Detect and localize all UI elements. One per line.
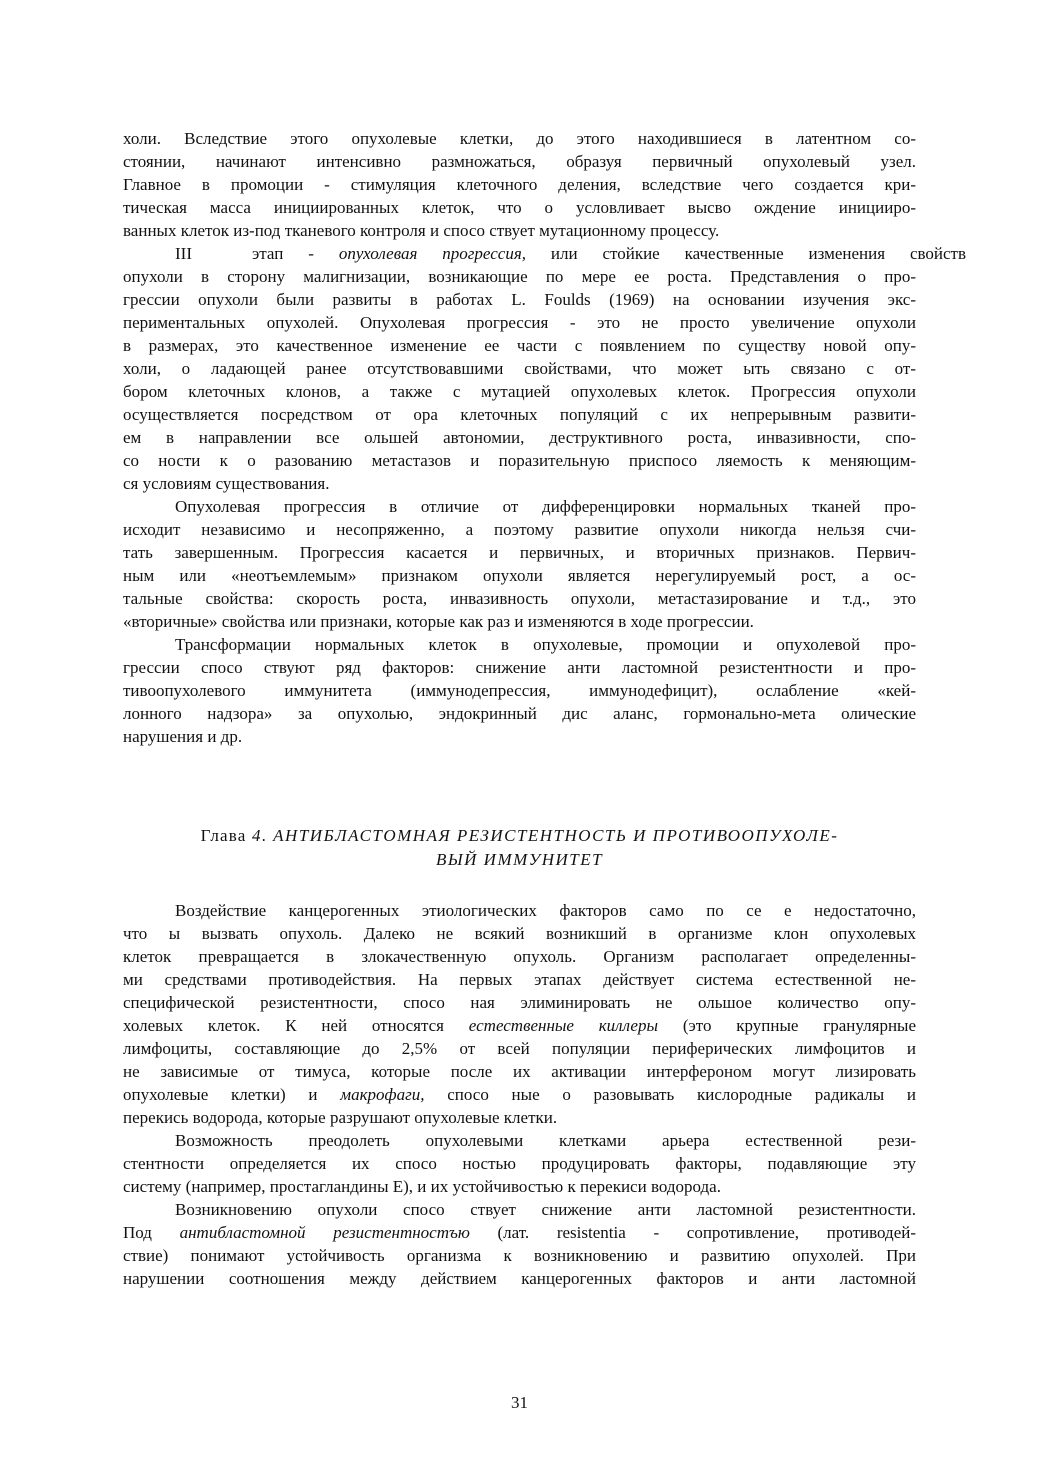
text-line: не зависимые от тимуса, которые после их активации интерфероном могут лизировать: [123, 1062, 916, 1081]
text-line: перекись водорода, которые разрушают опухолевые клетки.: [123, 1108, 558, 1127]
text-line: холи. Вследствие этого опухолевые клетки, до этого находившиеся в латентном со-: [123, 129, 916, 148]
text-span: опухолевые клетки) и: [123, 1085, 318, 1104]
text-line: [123, 1083, 916, 1106]
text-line: специфической резистентности, спосо ная элиминировать не ольшое количество опу-: [123, 993, 916, 1012]
text-line: [123, 1014, 916, 1037]
text-line: Возникновению опухоли спосо ствует снижение анти ластомной резистентности.: [175, 1200, 916, 1219]
chapter-prefix: Глава: [200, 826, 247, 845]
text-span: (лат. resistentia - сопротивление, противодей-: [497, 1223, 917, 1242]
chapter-heading-line-1: [123, 824, 916, 848]
chapter-title: АНТИБЛАСТОМНАЯ РЕЗИСТЕНТНОСТЬ И ПРОТИВООПУХОЛЕ-: [273, 826, 839, 845]
text-line: лонного надзора» за опухолью, эндокринный дис аланс, гормонально-мета олические: [123, 704, 916, 723]
text-line: опухоли в сторону малигнизации, возникающие по мере ее роста. Представления о про-: [123, 267, 916, 286]
text-line: «вторичные» свойства или признаки, которые как раз и изменяются в ходе прогрессии.: [123, 612, 754, 631]
text-line: ствие) понимают устойчивость организма к возникновению и развитию опухолей. При: [123, 1246, 916, 1265]
text-line: грессии спосо ствуют ряд факторов: снижение анти ластомной резистентности и про-: [123, 658, 916, 677]
text-line: Главное в промоции - стимуляция клеточного деления, вследствие чего создается кри-: [123, 175, 916, 194]
text-line: ся условиям существования.: [123, 474, 330, 493]
text-line: Опухолевая прогрессия в отличие от дифференцировки нормальных тканей про-: [175, 497, 916, 516]
top-section: [123, 127, 967, 748]
text-line: осуществляется посредством от ора клеточных популяций с их непрерывным развити-: [123, 405, 916, 424]
chapter-title-continued: ВЫЙ ИММУНИТЕТ: [435, 850, 604, 869]
text-line: Трансформации нормальных клеток в опухолевые, промоции и опухолевой про-: [175, 635, 916, 654]
paragraph-promotion-end: [123, 127, 916, 242]
stage-label: этап -: [251, 244, 314, 263]
text-span: спосо ные о разовывать кислородные радикалы и: [447, 1085, 916, 1104]
text-line: в размерах, это качественное изменение ее части с появлением по существу новой опу-: [123, 336, 916, 355]
term-macrophages: макрофаги,: [340, 1085, 425, 1104]
text-line: периментальных опухолей. Опухолевая прогрессия - это не просто увеличение опухоли: [123, 313, 916, 332]
chapter-heading: [123, 824, 916, 872]
text-line: ем в направлении все ольшей автономии, деструктивного роста, инвазивности, спо-: [123, 428, 916, 447]
text-span: холевых клеток. К ней относятся: [123, 1016, 444, 1035]
text-line: Воздействие канцерогенных этиологических факторов само по се е недостаточно,: [175, 901, 916, 920]
paragraph-antiblastoma-resistance: [123, 1198, 916, 1290]
paragraph-progression: [123, 495, 916, 633]
text-span: или стойкие качественные изменения свойств: [550, 244, 967, 263]
text-line: холи, о ладающей ранее отсутствовавшими свойствами, что может ыть связано с от-: [123, 359, 916, 378]
text-line: тальные свойства: скорость роста, инвазивность опухоли, метастазирование и т.д., это: [123, 589, 916, 608]
text-line: нарушении соотношения между действием канцерогенных факторов и анти ластомной: [123, 1269, 916, 1288]
text-line: что ы вызвать опухоль. Далеко не всякий возникший в организме клон опухолевых: [123, 924, 916, 943]
page-number: 31: [511, 1393, 528, 1412]
text-span: (это крупные гранулярные: [682, 1016, 917, 1035]
text-line: тивоопухолевого иммунитета (иммунодепрессия, иммунодефицит), ослабление «кей-: [123, 681, 916, 700]
stage-numeral: III: [175, 244, 192, 263]
term-natural-killers: естественные киллеры: [468, 1016, 658, 1035]
paragraph-overcoming-barrier: [123, 1129, 916, 1198]
text-line: исходит независимо и несопряженно, а поэтому развитие опухоли никогда нельзя счи-: [123, 520, 916, 539]
text-line: [123, 1221, 916, 1244]
text-line: тать завершенным. Прогрессия касается и первичных, и вторичных признаков. Первич-: [123, 543, 916, 562]
text-line: нарушения и др.: [123, 727, 243, 746]
text-span: Под: [123, 1223, 152, 1242]
text-line: бором клеточных клонов, а также с мутацией опухолевых клеток. Прогрессия опухоли: [123, 382, 916, 401]
text-line: ми средствами противодействия. На первых этапах действует система естественной не-: [123, 970, 916, 989]
text-line: клеток превращается в злокачественную опухоль. Организм располагает определенны-: [123, 947, 916, 966]
text-line: стоянии, начинают интенсивно размножаться, образуя первичный опухолевый узел.: [123, 152, 916, 171]
chapter-number: 4.: [251, 826, 268, 845]
text-line: ванных клеток из-под тканевого контроля и спосо ствует мутационному процессу.: [123, 221, 720, 240]
text-line: систему (например, простагландины Е), и их устойчивостью к перекиси водорода.: [123, 1177, 721, 1196]
paragraph-transformation-factors: [123, 633, 916, 748]
text-line: тическая масса инициированных клеток, что о условливает высво ождение иницииро-: [123, 198, 916, 217]
text-line: грессии опухоли были развиты в работах L. Foulds (1969) на основании изучения экс-: [123, 290, 916, 309]
term-tumor-progression: опухолевая прогрессия,: [338, 244, 526, 263]
bottom-section: [123, 899, 916, 1290]
chapter-heading-line-2: [123, 848, 916, 872]
text-line: стентности определяется их спосо ностью продуцировать факторы, подавляющие эту: [123, 1154, 916, 1173]
paragraph-natural-resistance: [123, 899, 916, 1129]
text-line: ным или «неотъемлемым» признаком опухоли является нерегулируемый рост, а ос-: [123, 566, 916, 585]
term-antiblastoma-resistance: антибластомной резистентностъю: [179, 1223, 470, 1242]
paragraph-stage-three: [123, 242, 967, 495]
text-line: лимфоциты, составляющие до 2,5% от всей популяции периферических лимфоцитов и: [123, 1039, 916, 1058]
text-line: Возможность преодолеть опухолевыми клетками арьера естественной рези-: [175, 1131, 916, 1150]
text-line: [123, 242, 966, 265]
text-line: со ности к о разованию метастазов и поразительную приспосо ляемость к меняющим-: [123, 451, 916, 470]
